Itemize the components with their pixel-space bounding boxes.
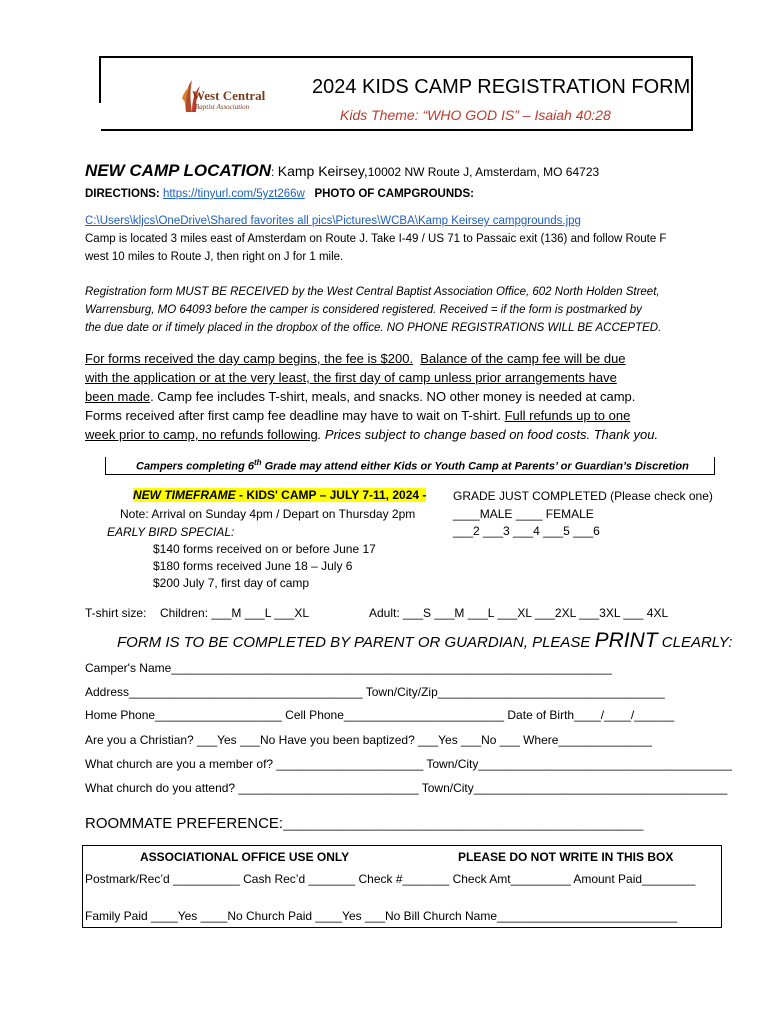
- camper-name-field[interactable]: Camper's Name__________________________________________________________________: [85, 661, 612, 675]
- photo-label: PHOTO OF CAMPGROUNDS:: [314, 188, 474, 200]
- registration-line-1: Registration form MUST BE RECEIVED by the West Central Baptist Association Office, 602 North Holden Street,: [85, 286, 660, 298]
- directions-link[interactable]: https://tinyurl.com/5yzt266w: [162, 188, 305, 200]
- office-row-1: Postmark/Rec’d __________ Cash Rec’d _______ Check #_______ Check Amt_________ Amount Paid________: [85, 872, 696, 886]
- fees-line-1: For forms received the day camp begins, the fee is $200. Balance of the camp fee will be due: [85, 351, 626, 366]
- form-instructions: FORM IS TO BE COMPLETED BY PARENT OR GUARDIAN, PLEASE PRINT CLEARLY:: [117, 629, 733, 652]
- office-header: ASSOCIATIONAL OFFICE USE ONLY: [140, 850, 350, 864]
- logo-line1: West Central: [192, 88, 266, 103]
- christian-field[interactable]: Are you a Christian? ___Yes ___No Have you been baptized? ___Yes ___No ___ Where______________: [85, 733, 652, 747]
- roommate-line[interactable]: ______________________________________________________: [283, 817, 644, 831]
- grade-checkboxes[interactable]: ___2 ___3 ___4 ___5 ___6: [453, 524, 600, 538]
- grade-title: GRADE JUST COMPLETED (Please check one): [453, 489, 713, 503]
- camp-name: Kamp Keirsey,: [277, 163, 368, 179]
- registration-line-2: Warrensburg, MO 64093 before the camper is considered registered. Received = if the form is postmarked by: [85, 304, 642, 316]
- camp-location: NEW CAMP LOCATION: Kamp Keirsey,10002 NW Route J, Amsterdam, MO 64723: [85, 161, 600, 180]
- roommate-row[interactable]: [85, 815, 643, 832]
- wcba-logo: [178, 78, 266, 116]
- early-bird-label: EARLY BIRD SPECIAL:: [107, 525, 235, 539]
- fees-line-2: with the application or at the very least, the first day of camp unless prior arrangements have: [85, 370, 617, 385]
- fees-line-3: been made. Camp fee includes T-shirt, meals, and snacks. NO other money is needed at camp.: [85, 389, 636, 404]
- roommate-label: ROOMMATE PREFERENCE:: [85, 815, 284, 832]
- location-desc-2: west 10 miles to Route J, then right on J for 1 mile.: [85, 251, 344, 263]
- tshirt-children[interactable]: Children: ___M ___L ___XL: [160, 606, 309, 620]
- location-label: NEW CAMP LOCATION: [85, 161, 272, 180]
- do-not-write-header: PLEASE DO NOT WRITE IN THIS BOX: [458, 850, 674, 864]
- camp-dates: - KIDS' CAMP – JULY 7-11, 2024 -: [235, 488, 427, 502]
- member-church-field[interactable]: What church are you a member of? ______________________ Town/City______________________________________: [85, 757, 732, 771]
- price-1: $140 forms received on or before June 17: [153, 542, 376, 556]
- price-3: $200 July 7, first day of camp: [153, 576, 310, 590]
- registration-line-3: the due date or if timely placed in the dropbox of the office. NO PHONE REGISTRATIONS WILL BE ACCEPTED.: [85, 322, 662, 334]
- discretion-text: Campers completing 6th Grade may attend either Kids or Youth Camp at Parents’ or Guardian’s Discretion: [136, 458, 689, 473]
- location-desc-1: Camp is located 3 miles east of Amsterdam on Route J. Take I-49 / US 71 to Passaic exit (136) and follow Route F: [85, 233, 667, 245]
- arrival-note: Note: Arrival on Sunday 4pm / Depart on Thursday 2pm: [120, 507, 416, 521]
- tshirt-label: T-shirt size:: [85, 606, 147, 620]
- gender-checkboxes[interactable]: ____MALE ____ FEMALE: [453, 507, 594, 521]
- address-field[interactable]: Address___________________________________ Town/City/Zip__________________________________: [85, 685, 665, 699]
- directions-label: DIRECTIONS:: [85, 188, 160, 200]
- phone-field[interactable]: Home Phone___________________ Cell Phone________________________ Date of Birth____/____/______: [85, 708, 675, 722]
- photo-path-link[interactable]: C:\Users\kljcs\OneDrive\Shared favorites all pics\Pictures\WCBA\Kamp Keirsey campgrounds.jpg: [85, 215, 581, 227]
- tshirt-adult[interactable]: Adult: ___S ___M ___L ___XL ___2XL ___3XL ___ 4XL: [369, 606, 669, 620]
- new-timeframe-label: NEW TIMEFRAME: [133, 488, 236, 502]
- camp-address: 10002 NW Route J, Amsterdam, MO 64723: [367, 165, 600, 179]
- attend-church-field[interactable]: What church do you attend? ___________________________ Town/City______________________________________: [85, 781, 728, 795]
- fees-line-5: week prior to camp, no refunds following. Prices subject to change based on food costs. Thank you.: [85, 427, 659, 442]
- directions-row: [85, 188, 474, 200]
- office-row-2: Family Paid ____Yes ____No Church Paid ____Yes ___No Bill Church Name___________________________: [85, 909, 678, 923]
- fees-line-4: Forms received after first camp fee deadline may have to wait on T-shirt. Full refunds up to one: [85, 408, 631, 423]
- discretion-banner: [105, 457, 715, 475]
- logo-line2: Baptist Association: [195, 103, 250, 111]
- print-word: PRINT: [594, 629, 658, 652]
- timeframe-row: [133, 488, 426, 502]
- price-2: $180 forms received June 18 – July 6: [153, 559, 353, 573]
- form-title: 2024 KIDS CAMP REGISTRATION FORM: [312, 76, 691, 98]
- kids-theme: Kids Theme: “WHO GOD IS” – Isaiah 40:28: [340, 107, 611, 123]
